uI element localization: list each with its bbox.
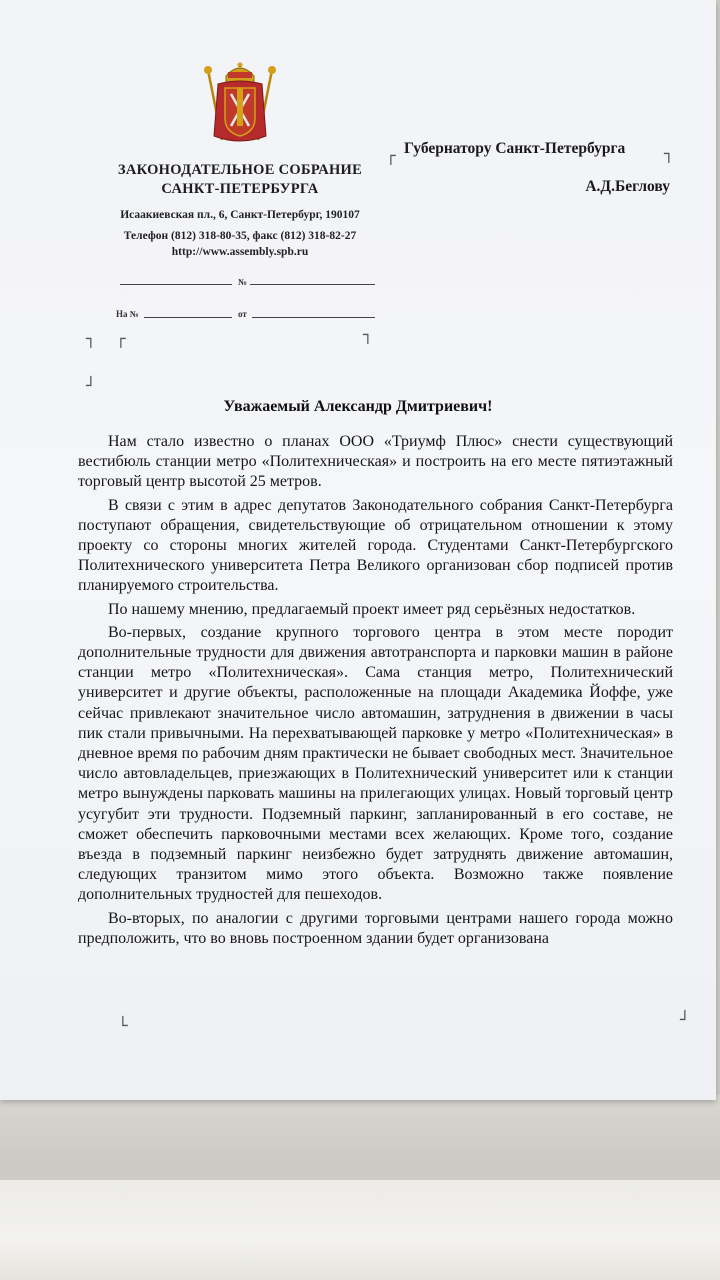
recipient-title bbox=[388, 140, 678, 158]
corner-mark: ┐ bbox=[664, 144, 674, 163]
recipient-name: А.Д.Беглову bbox=[585, 178, 670, 195]
ref-number-line bbox=[144, 317, 232, 318]
corner-mark: ┌ bbox=[386, 146, 396, 165]
corner-mark: ┘ bbox=[680, 1010, 690, 1029]
ref-from-line bbox=[252, 317, 375, 318]
org-name-line2: САНКТ-ПЕТЕРБУРГА bbox=[161, 181, 319, 197]
salutation: Уважаемый Александр Дмитриевич! bbox=[223, 398, 493, 415]
corner-mark: ┐ bbox=[86, 329, 96, 348]
reg-date-line bbox=[120, 284, 232, 285]
table-edge bbox=[0, 1180, 720, 1280]
corner-mark: ┌ bbox=[116, 329, 126, 348]
corner-mark: ┐ bbox=[363, 325, 373, 344]
letter-body bbox=[78, 432, 673, 952]
org-name-line1: ЗАКОНОДАТЕЛЬНОЕ СОБРАНИЕ bbox=[117, 162, 363, 178]
paragraph: По нашему мнению, предлагаемый проект имеет ряд серьёзных недостатков. bbox=[108, 600, 636, 618]
ref-number-label: На № bbox=[116, 309, 139, 319]
paragraph: Нам стало известно о планах ООО «Триумф Плюс» снести существующий вестибюль станции метро «Политехническая» и построить на его месте пятиэтажный торговый центр высотой 25 метров. bbox=[78, 433, 673, 491]
reg-number-label: № bbox=[238, 277, 248, 287]
paragraph: Во-вторых, по аналогии с другими торговыми центрами нашего города можно предположить, что во вновь построенном здании будет организована bbox=[78, 909, 673, 947]
org-phone: Телефон (812) 318-80-35, факс (812) 318-82-27 bbox=[123, 230, 357, 242]
ref-from-label: от bbox=[238, 309, 247, 319]
corner-mark: └ bbox=[118, 1016, 128, 1035]
reg-number-line bbox=[250, 284, 375, 285]
paragraph: В связи с этим в адрес депутатов Законодательного собрания Санкт-Петербурга поступают обращения, свидетельствующие об отрицательном отношении к этому проекту со стороны многих жителей города. Студентами Санкт-Петербургского Политехнического университета Петра Великого организован сбор подписей против планируемого строительства. bbox=[78, 496, 673, 595]
org-address: Исаакиевская пл., 6, Санкт-Петербург, 190107 bbox=[120, 209, 360, 221]
recipient-title-text: Губернатору Санкт-Петербурга bbox=[404, 140, 626, 157]
org-website: http://www.assembly.spb.ru bbox=[171, 246, 309, 258]
corner-mark: ┘ bbox=[86, 376, 96, 395]
coat-of-arms-icon bbox=[200, 62, 280, 146]
paragraph: Во-первых, создание крупного торгового центра в этом месте породит дополнительные трудности для движения автотранспорта и парковки машин в районе станции метро «Политехническая». Сама станция метро, Политехнический университет и другие объекты, расположенные на площади Академика Йоффе, уже сейчас привлекают значительное число автомашин, затруднения в движении в часы пик стали привычными. На перехватывающей парковке у метро «Политехническая» в дневное время по рабочим дням практически не бывает свободных мест. Значительное число автовладельцев, приезжающих в Политехнический университет или к станции метро вынуждены парковать машины на прилегающих улицах. Новый торговый центр усугубит эти трудности. Подземный паркинг, запланированный в его составе, не сможет обеспечить парковочными местами всех желающих. Кроме того, создание въезда в подземный паркинг неизбежно будет затруднять движение автомашин, следующих транзитом мимо этого объекта. Возможно также появление дополнительных трудностей для пешеходов. bbox=[78, 623, 673, 904]
